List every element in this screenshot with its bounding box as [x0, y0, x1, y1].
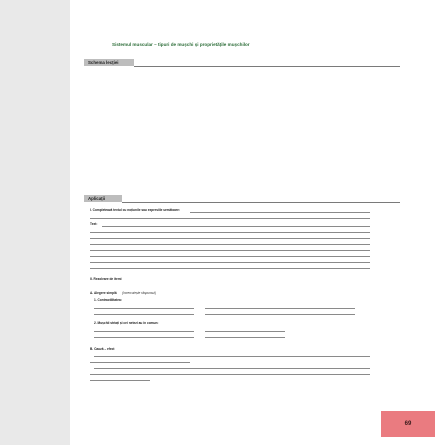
- task-1-instruction: I. Completează textul cu noțiunile sau expresiile următoare:: [90, 208, 180, 212]
- text-line: [90, 218, 370, 219]
- answer-line: [205, 314, 355, 315]
- task-1-text-label: Text:: [90, 222, 98, 226]
- text-line: [90, 250, 370, 251]
- applications-label: Aplicații: [88, 196, 106, 201]
- text-line: [90, 380, 150, 381]
- answer-line: [94, 314, 194, 315]
- text-line: [190, 212, 370, 213]
- text-line: [90, 256, 370, 257]
- text-line: [94, 356, 370, 357]
- page-number: 69: [404, 421, 412, 427]
- text-line: [90, 262, 370, 263]
- answer-line: [94, 308, 194, 309]
- task-2a-hint: (încercuiește răspunsul): [122, 291, 157, 295]
- page-number-badge: [381, 411, 435, 437]
- text-line: [102, 226, 370, 227]
- workbook-page: [70, 0, 445, 445]
- text-line: [90, 374, 370, 375]
- text-line: [90, 244, 370, 245]
- lesson-plan-label: Schema lecției: [88, 60, 119, 65]
- text-line: [90, 232, 370, 233]
- text-line: [90, 238, 370, 239]
- answer-line: [94, 337, 194, 338]
- lesson-plan-header: [84, 59, 134, 66]
- answer-line: [205, 337, 285, 338]
- task-2-heading: II. Rezolvare de itemi: [90, 277, 122, 281]
- applications-rule: [122, 202, 400, 203]
- question-1: 1. Contractilitatea:: [94, 298, 122, 302]
- text-line: [90, 362, 190, 363]
- answer-line: [205, 331, 285, 332]
- task-2a-heading: A. Alegere simplă: [90, 291, 117, 295]
- text-line: [94, 368, 370, 369]
- task-2b-heading: B. Cauză – efect: [90, 347, 115, 351]
- applications-header: [84, 195, 122, 202]
- page-title: Sistemul muscular – tipuri de mușchi și proprietățile mușchilor: [112, 42, 250, 47]
- answer-line: [94, 331, 194, 332]
- lesson-plan-rule: [134, 66, 400, 67]
- text-line: [90, 268, 370, 269]
- question-2: 2. Mușchii striați și cei netezi au în comun:: [94, 321, 159, 325]
- answer-line: [205, 308, 355, 309]
